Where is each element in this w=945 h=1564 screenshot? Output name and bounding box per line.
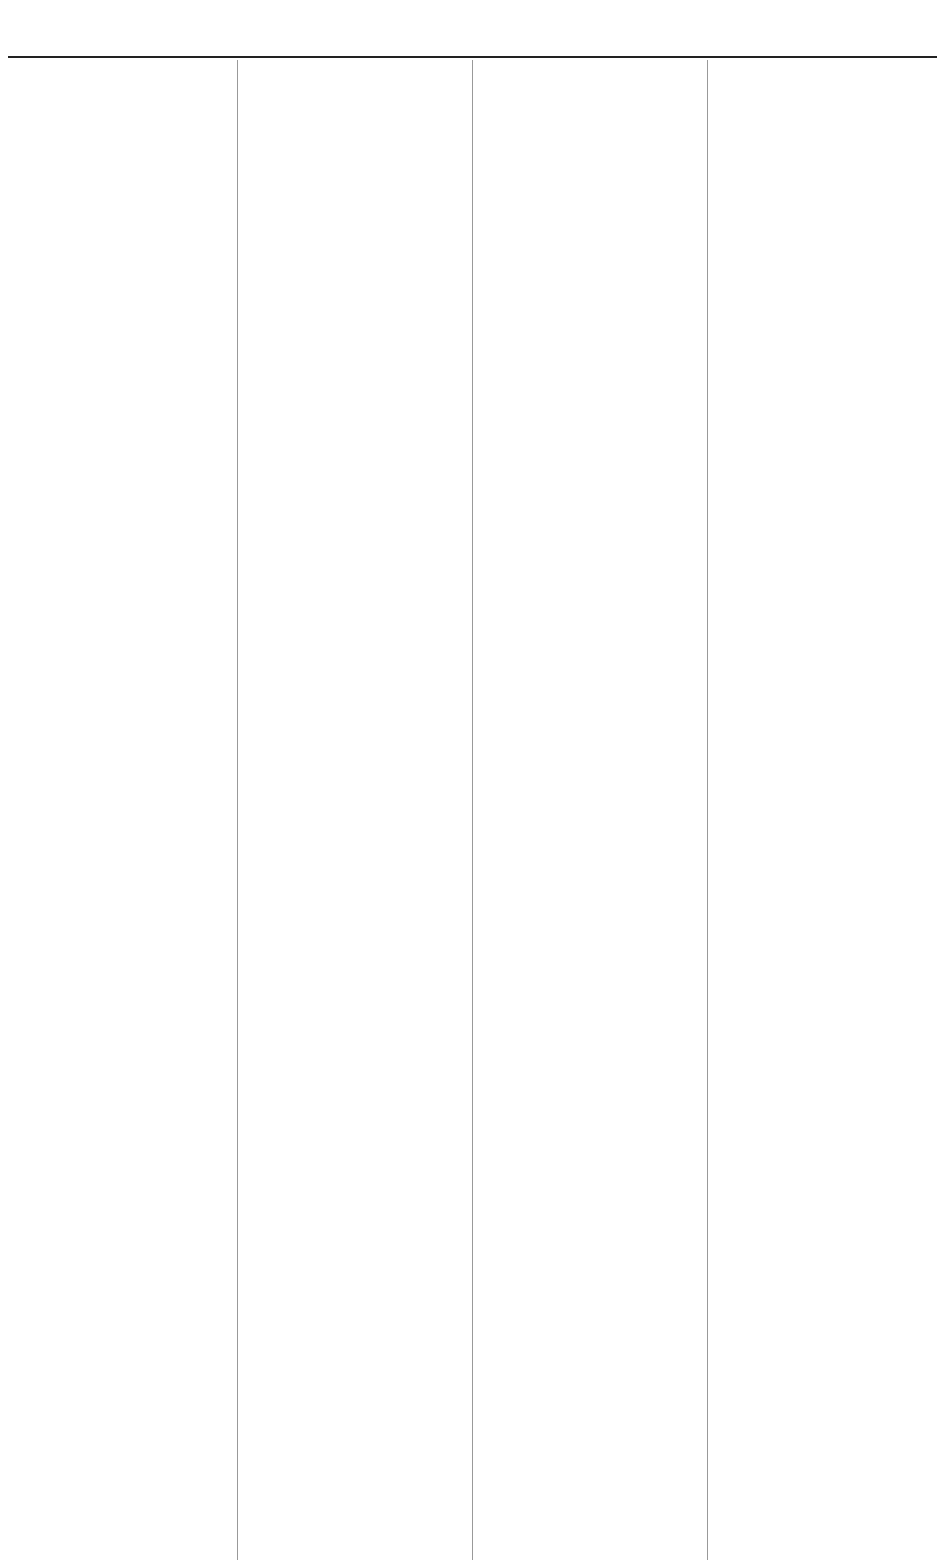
column-2 <box>243 60 466 1560</box>
column-rule <box>237 60 238 1560</box>
column-rule <box>707 60 708 1560</box>
column-1 <box>8 60 231 1560</box>
column-rule <box>472 60 473 1560</box>
column-3 <box>478 60 701 1560</box>
column-4 <box>713 60 936 1560</box>
columns <box>8 60 937 1560</box>
masthead <box>8 6 937 58</box>
